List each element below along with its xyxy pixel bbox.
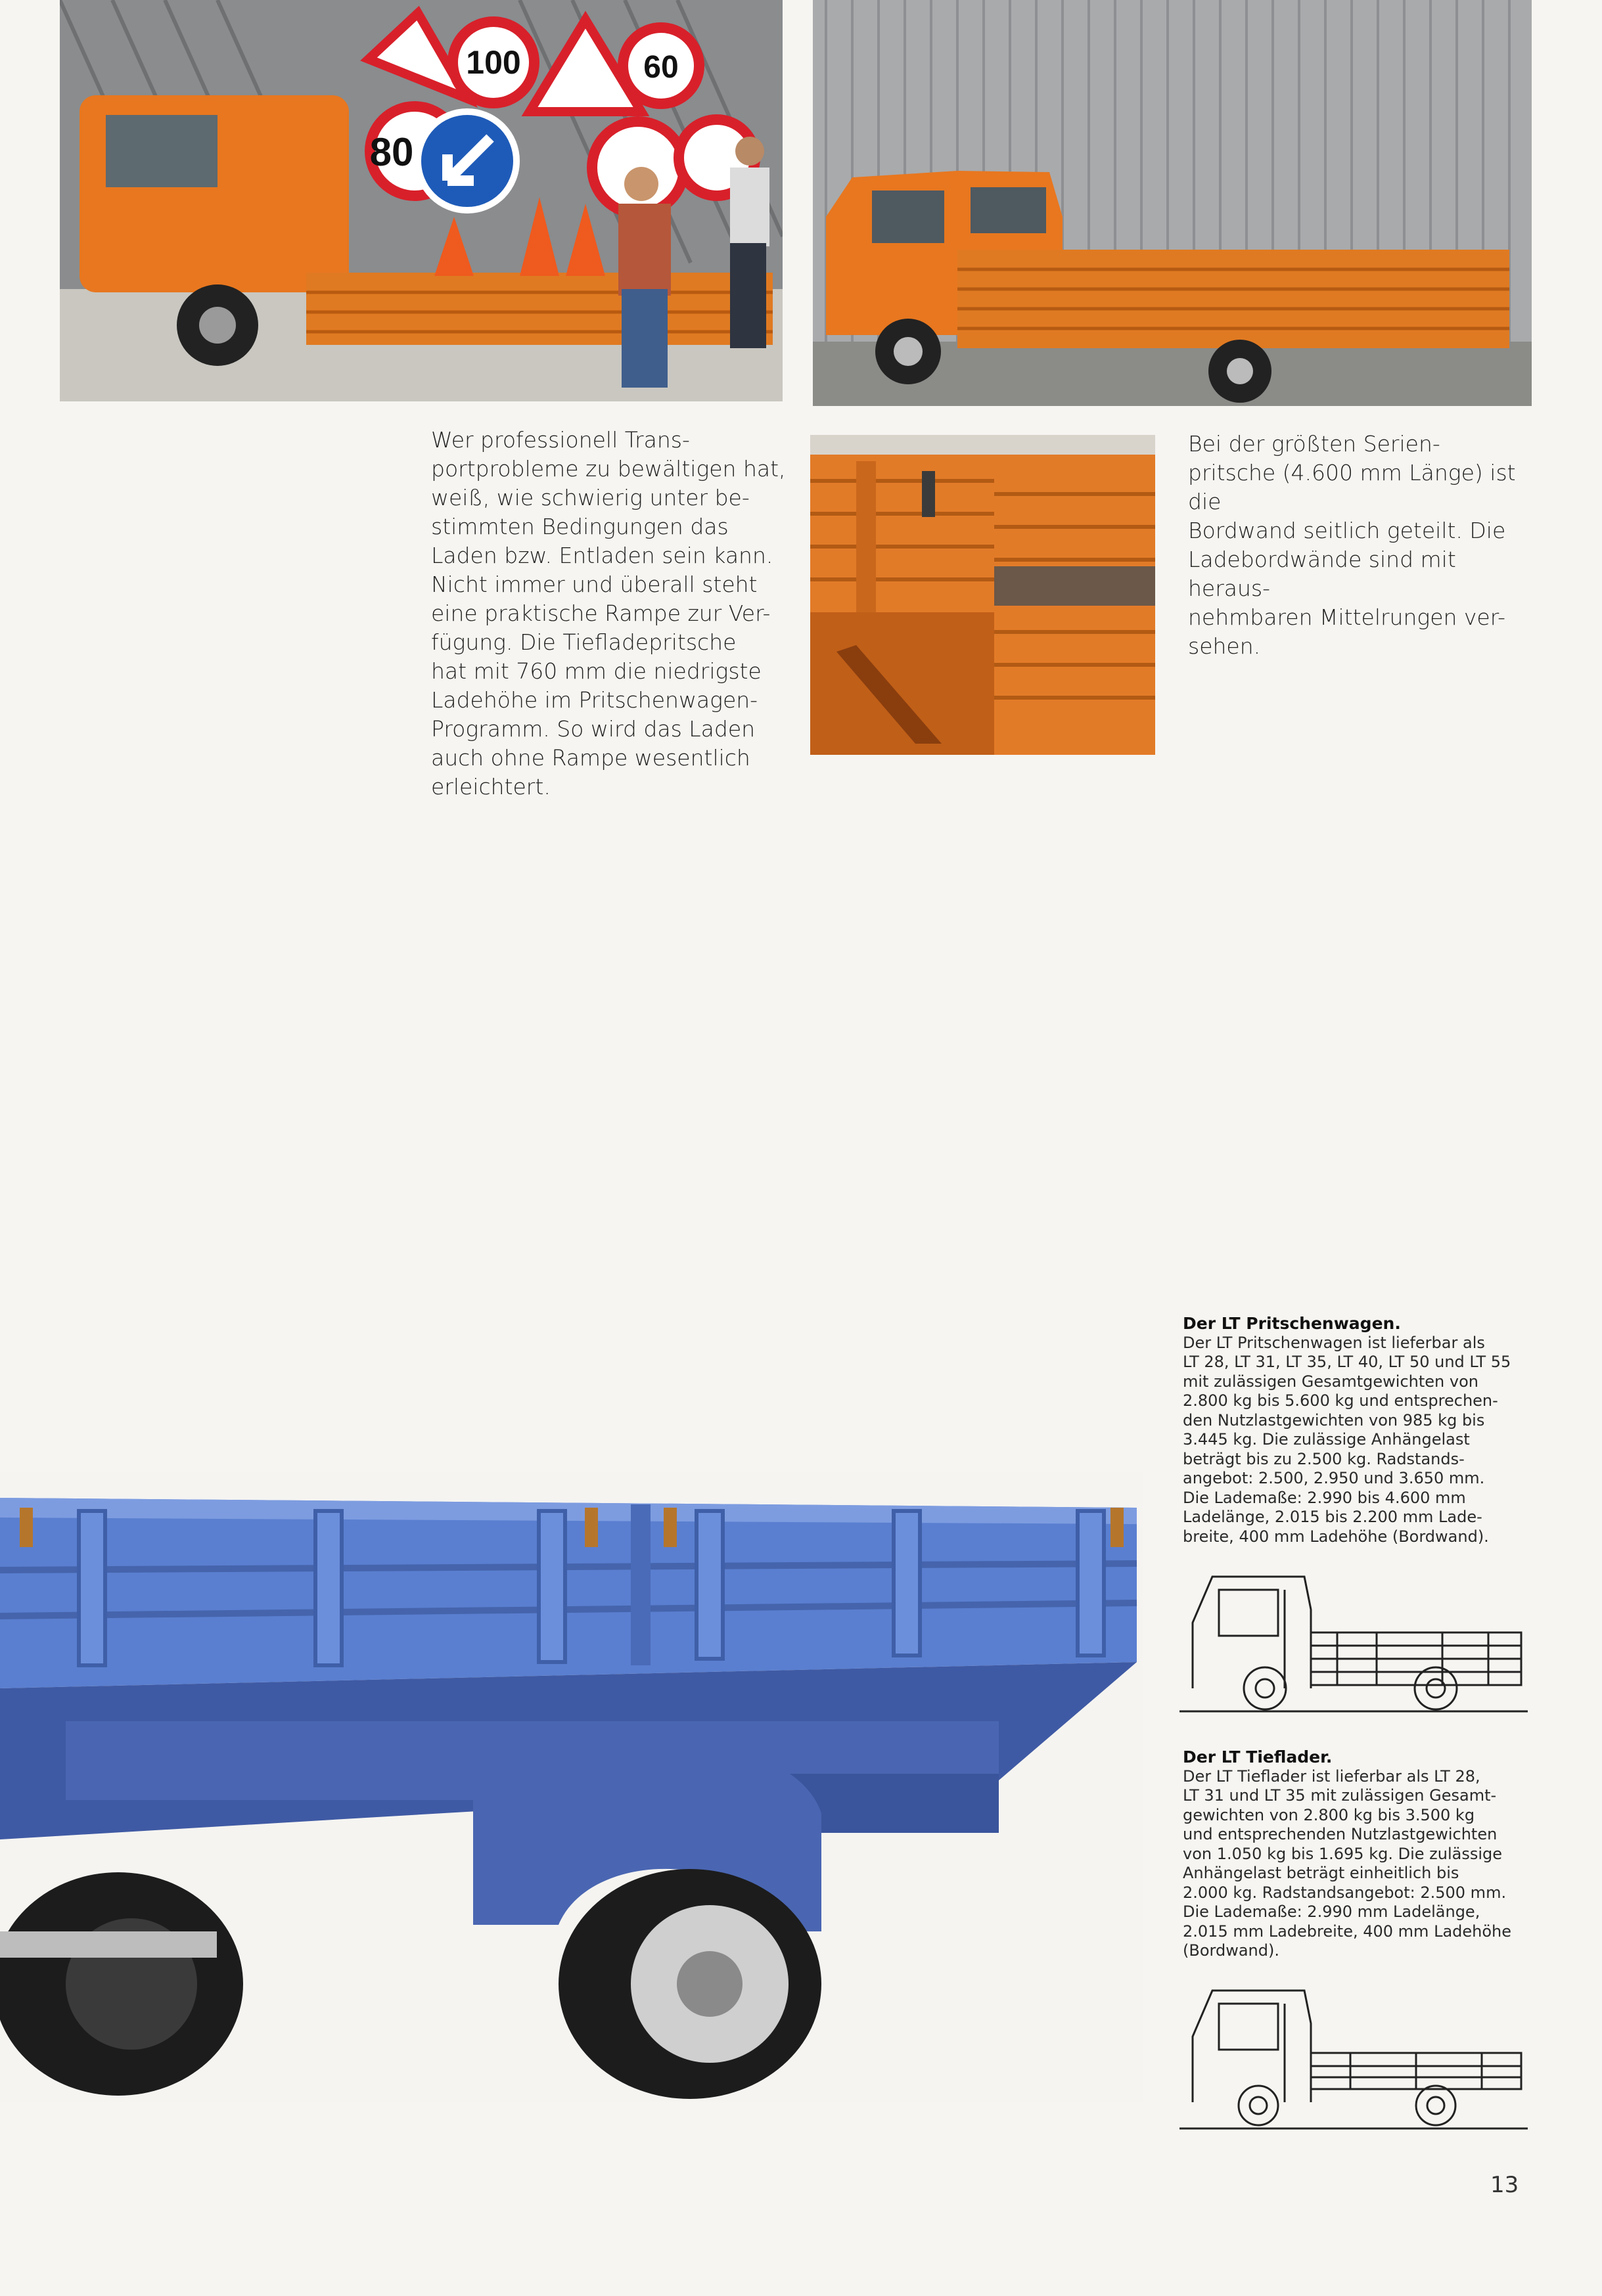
intro-paragraph: Wer professionell Trans- portprobleme zu bewältigen hat, weiß, wie schwierig unter be- stimmten Bedingungen das Laden bzw. Entladen sein kann. Nicht immer und überall steht eine praktische Rampe zur Ver- fügung. Die Tiefladepritsche hat mit 760 mm die niedrigste Ladehöhe im Pritschenwagen- Programm. So wird das Laden auch ohne Rampe wesentlich erleichtert.: [431, 427, 786, 799]
photo-blue-pickup-rear: [0, 1472, 1143, 2102]
spec-pritschenwagen: [1183, 1314, 1531, 1546]
spec-tieflader: [1183, 1747, 1531, 1961]
spec-pritschenwagen-text: Der LT Pritschenwagen ist lieferbar als LT 28, LT 31, LT 35, LT 40, LT 50 und LT 55 mit zulässigen Gesamtgewichten von 2.800 kg bis 5.600 kg und entsprechen- den Nutzlastgewichten von 985 kg bis 3.445 kg. Die zulässige Anhängelast beträgt bis zu 2.500 kg. Radstands- angebot: 2.500, 2.950 und 3.650 mm. Die Lademaße: 2.990 bis 4.600 mm Ladelänge, 2.015 bis 2.200 mm Lade- breite, 400 mm Ladehöhe (Bordwand).: [1183, 1333, 1511, 1546]
sign-80-label: 80: [369, 130, 414, 174]
sideboard-paragraph: Bei der größten Serien- pritsche (4.600 mm Länge) ist die Bordwand seitlich geteilt. Die Ladebordwände sind mit heraus- nehmbaren Mittelrungen ver- sehen.: [1188, 431, 1516, 659]
drawing-pritschenwagen: [1179, 1564, 1528, 1721]
photo-sideboard-detail: [810, 435, 1155, 755]
spec-tieflader-text: Der LT Tieflader ist lieferbar als LT 28, LT 31 und LT 35 mit zulässigen Gesamt- gewichten von 2.800 kg bis 3.500 kg und entsprechenden Nutzlastgewichten von 1.050 kg bis 1.695 kg. Die zulässige Anhängelast beträgt einheitlich bis 2.000 kg. Radstandsangebot: 2.500 mm. Die Lademaße: 2.990 mm Ladelänge, 2.015 mm Ladebreite, 400 mm Ladehöhe (Bordwand).: [1183, 1767, 1512, 1960]
spec-pritschenwagen-heading: Der LT Pritschenwagen.: [1183, 1314, 1401, 1333]
photo-orange-pickup-side: [813, 0, 1532, 406]
sign-60-label: 60: [643, 50, 679, 85]
photo-truck-with-road-signs: [60, 0, 783, 401]
spec-tieflader-heading: Der LT Tieflader.: [1183, 1747, 1333, 1767]
drawing-tieflader: [1179, 1977, 1528, 2135]
sign-100-label: 100: [466, 44, 521, 81]
page-number: 13: [1490, 2172, 1519, 2198]
